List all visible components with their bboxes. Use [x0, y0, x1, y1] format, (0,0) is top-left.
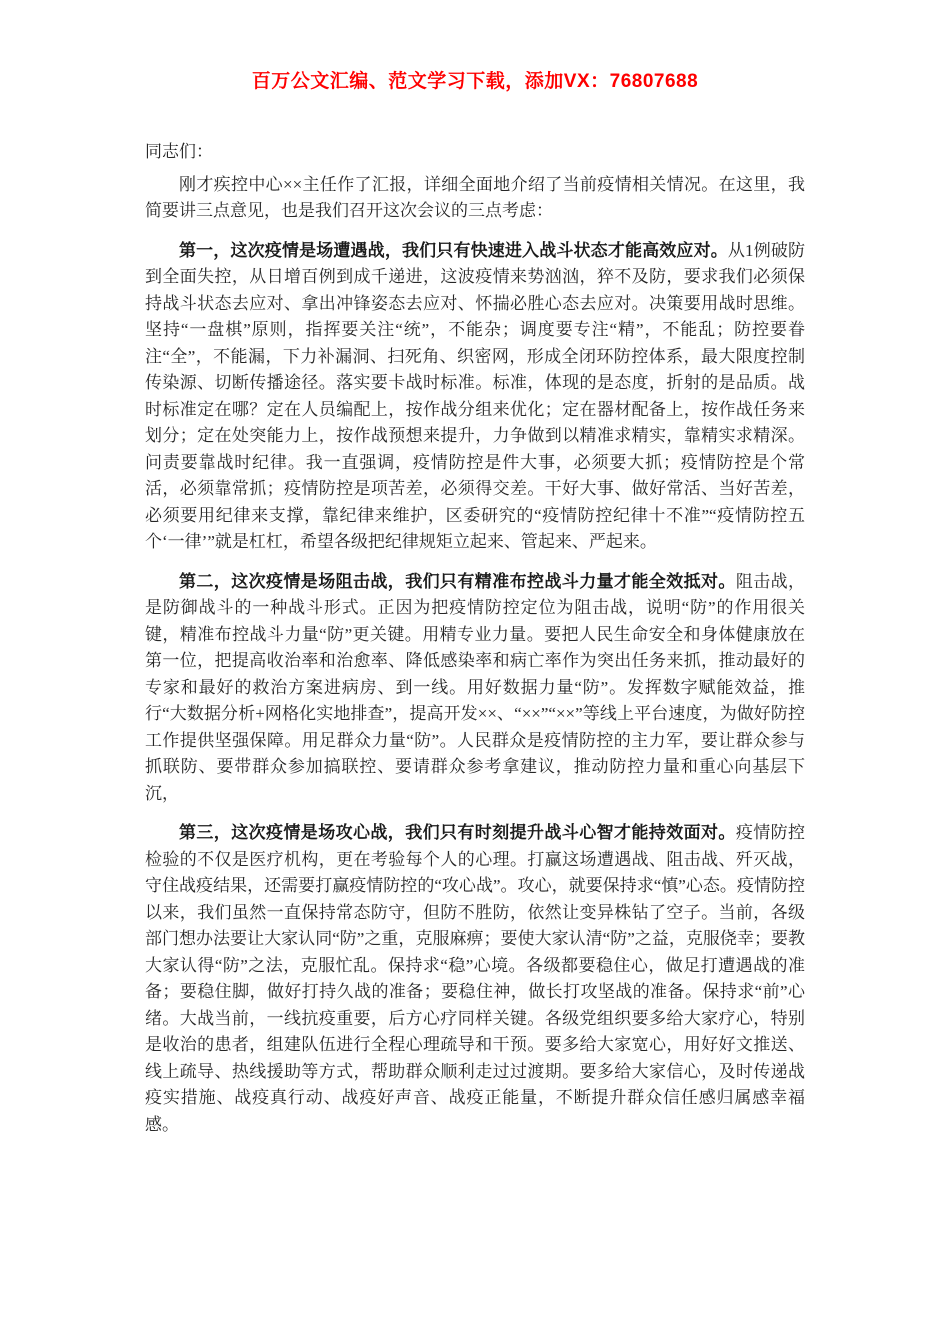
promo-header-text: 百万公文汇编、范文学习下载，添加VX：76807688	[251, 71, 699, 92]
section-2-lead: 第二，这次疫情是场阻击战，我们只有精准布控战斗力量才能全效抵对。	[179, 571, 736, 591]
section-paragraph-2	[145, 569, 805, 808]
section-3-lead: 第三，这次疫情是场攻心战，我们只有时刻提升战斗心智才能持效面对。	[179, 823, 736, 842]
section-1-lead: 第一，这次疫情是场遭遇战，我们只有快速进入战斗状态才能高效应对。	[179, 240, 728, 260]
section-2-body: 阻击战，是防御战斗的一种战斗形式。正因为把疫情防控定位为阻击战，说明“防”的作用很关键，精准布控战斗力量“防”更关键。用精专业力量。要把人民生命安全和身体健康放在第一位，把提高收治率和治愈率、降低感染率和病亡率作为突出任务来抓，推动最好的专家和最好的救治方案进病房、到一线。用好数据力量“防”。发挥数字赋能效益，推行“大数据分析+网格化实地排查”，提高开发××、“××”“××”等线上平台速度，为做好防控工作提供坚强保障。用足群众力量“防”。人民群众是疫情防控的主力军，要让群众参与抓联防、要带群众参加搞联控、要请群众参考拿建议，推动防控力量和重心向基层下沉，	[145, 571, 806, 803]
section-paragraph-3	[145, 820, 805, 1138]
salutation: 同志们：	[145, 142, 213, 161]
intro-paragraph: 刚才疾控中心××主任作了汇报，详细全面地介绍了当前疫情相关情况。在这里，我简要讲三点意见，也是我们召开这次会议的三点考虑：	[145, 174, 805, 220]
section-3-body: 疫情防控检验的不仅是医疗机构，更在考验每个人的心理。打赢这场遭遇战、阻击战、歼灭战，守住战疫结果，还需要打赢疫情防控的“攻心战”。攻心，就要保持求“慎”心态。疫情防控以来，我们虽然一直保持常态防守，但防不胜防，依然让变异株钻了空子。当前，各级部门想办法要让大家认同“防”之重，克服麻痹；要使大家认清“防”之益，克服侥幸；要教大家认得“防”之法，克服忙乱。保持求“稳”心境。各级都要稳住心，做足打遭遇战的准备；要稳住脚，做好打持久战的准备；要稳住神，做长打攻坚战的准备。保持求“前”心绪。大战当前，一线抗疫重要，后方心疗同样关键。各级党组织要多给大家疗心，特别是收治的患者，组建队伍进行全程心理疏导和干预。要多给大家宽心，用好好文推送、线上疏导、热线援助等方式，帮助群众顺利走过过渡期。要多给大家信心，及时传递战疫实措施、战疫真行动、战疫好声音、战疫正能量，不断提升群众信任感归属感幸福感。	[145, 823, 806, 1134]
section-paragraph-1	[145, 238, 805, 556]
section-1-body: 从1例破防到全面失控，从日增百例到成千递进，这波疫情来势汹汹，猝不及防，要求我们必须保持战斗状态去应对、拿出冲锋姿态去应对、怀揣必胜心态去应对。决策要用战时思维。坚持“一盘棋”原则，指挥要关注“统”，不能杂；调度要专注“精”，不能乱；防控要眷注“全”，不能漏，下力补漏洞、扫死角、织密网，形成全闭环防控体系，最大限度控制传染源、切断传播途径。落实要卡战时标准。标准，体现的是态度，折射的是品质。战时标准定在哪？定在人员编配上，按作战分组来优化；定在器材配备上，按作战任务来划分；定在处突能力上，按作战预想来提升，力争做到以精准求精实，靠精实求精深。问责要靠战时纪律。我一直强调，疫情防控是件大事，必须要大抓；疫情防控是个常活，必须靠常抓；疫情防控是项苦差，必须得交差。干好大事、做好常活、当好苦差，必须要用纪律来支撑，靠纪律来维护，区委研究的“疫情防控纪律十不准”“疫情防控五个‘一律’”就是杠杠，希望各级把纪律规矩立起来、管起来、严起来。	[145, 240, 806, 551]
document-body	[145, 139, 805, 1138]
